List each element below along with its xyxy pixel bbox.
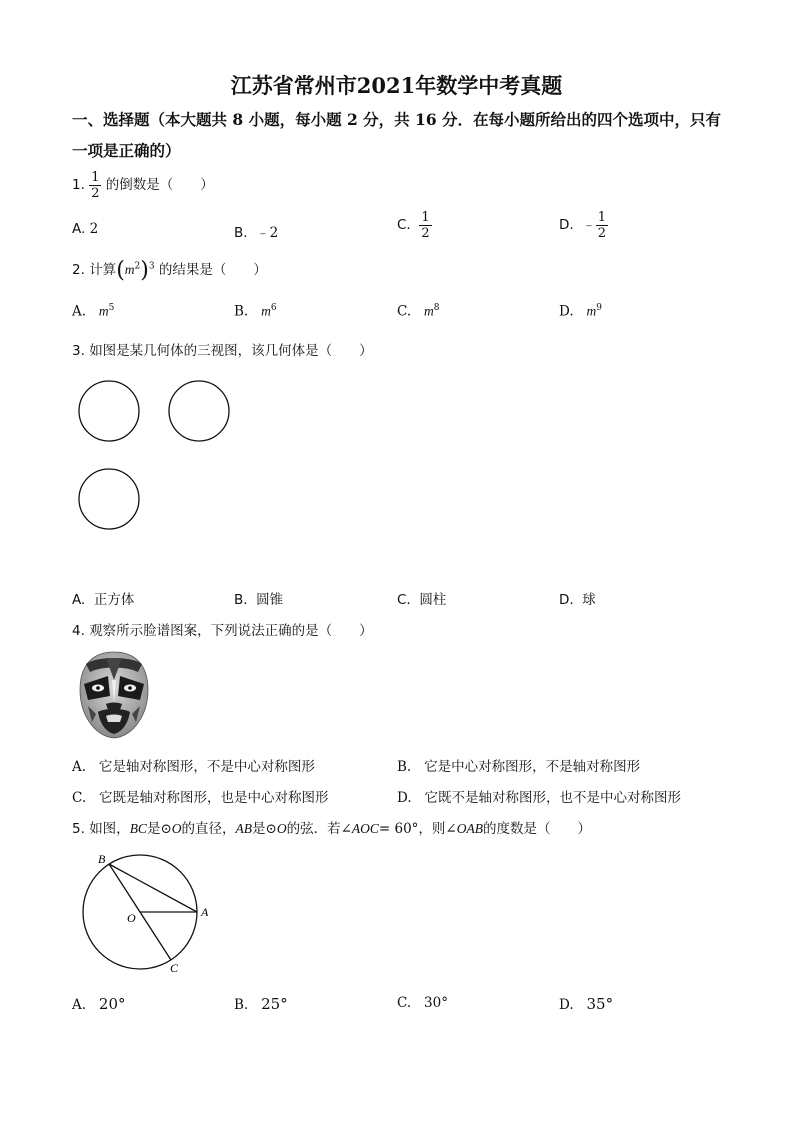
- section-header-line1: 一、选择题（本大题共 8 小题，每小题 2 分，共 16 分．在每小题所给出的四个选项中，只有: [72, 110, 722, 129]
- q4-option-a[interactable]: A. 它是轴对称图形，不是中心对称图形: [72, 759, 315, 775]
- top-view-circle: [79, 469, 139, 529]
- side-view-circle: [169, 381, 229, 441]
- chord-ab: [109, 864, 197, 912]
- q1-option-a[interactable]: A. 2: [72, 221, 99, 237]
- question-2: 2. 计算$(m^2)^3$ 的结果是（ ）: [72, 258, 267, 283]
- question-number: 1.: [72, 177, 85, 193]
- q3-option-c[interactable]: C. 圆柱: [397, 592, 447, 608]
- q2-option-c[interactable]: C. $m^8$: [397, 303, 440, 320]
- label-b: B: [98, 852, 106, 866]
- three-view-figure: [72, 375, 242, 540]
- q2-option-d[interactable]: D. $m^9$: [559, 303, 602, 320]
- circle-geometry-figure: [72, 848, 222, 980]
- q3-option-b[interactable]: B. 圆锥: [234, 592, 284, 608]
- q5-option-b[interactable]: B. 25°: [234, 995, 288, 1013]
- label-a: A: [201, 905, 209, 919]
- q4-option-d[interactable]: D. 它既不是轴对称图形，也不是中心对称图形: [397, 790, 682, 806]
- question-4: 4. 观察所示脸谱图案，下列说法正确的是（ ）: [72, 623, 373, 639]
- question-5: 5. 如图，BC是⊙O的直径，AB是⊙O的弦．若∠AOC= 60°，则∠OAB的度数是（ ）: [72, 821, 591, 837]
- q4-option-b[interactable]: B. 它是中心对称图形，不是轴对称图形: [397, 759, 641, 775]
- question-1: [72, 170, 214, 201]
- q2-option-b[interactable]: B. $m^6$: [234, 303, 277, 320]
- q4-option-c[interactable]: C. 它既是轴对称图形，也是中心对称图形: [72, 790, 329, 806]
- page-title: 江苏省常州市2021年数学中考真题: [230, 73, 563, 98]
- fraction: $\frac{1}{2}$: [91, 170, 100, 201]
- q1-option-d[interactable]: D. ﹣ $\frac{1}{2}$: [559, 210, 607, 241]
- section-header-line2: 一项是正确的）: [72, 141, 181, 160]
- opera-mask-image: [76, 650, 152, 740]
- q5-option-c[interactable]: C. 30°: [397, 995, 448, 1011]
- q5-option-d[interactable]: D. 35°: [559, 995, 614, 1013]
- q3-option-a[interactable]: A. 正方体: [72, 592, 135, 608]
- label-o: O: [127, 911, 136, 925]
- label-c: C: [170, 961, 179, 975]
- front-view-circle: [79, 381, 139, 441]
- q1-option-c[interactable]: C. $\frac{1}{2}$: [397, 210, 430, 241]
- question-3: 3. 如图是某几何体的三视图，该几何体是（ ）: [72, 343, 373, 359]
- q1-option-b[interactable]: B. ﹣2: [234, 225, 279, 241]
- q3-option-d[interactable]: D. 球: [559, 592, 596, 608]
- q5-option-a[interactable]: A. 20°: [72, 995, 126, 1013]
- q2-option-a[interactable]: A. $m^5$: [72, 303, 115, 320]
- question-text: 的倒数是（ ）: [105, 177, 214, 193]
